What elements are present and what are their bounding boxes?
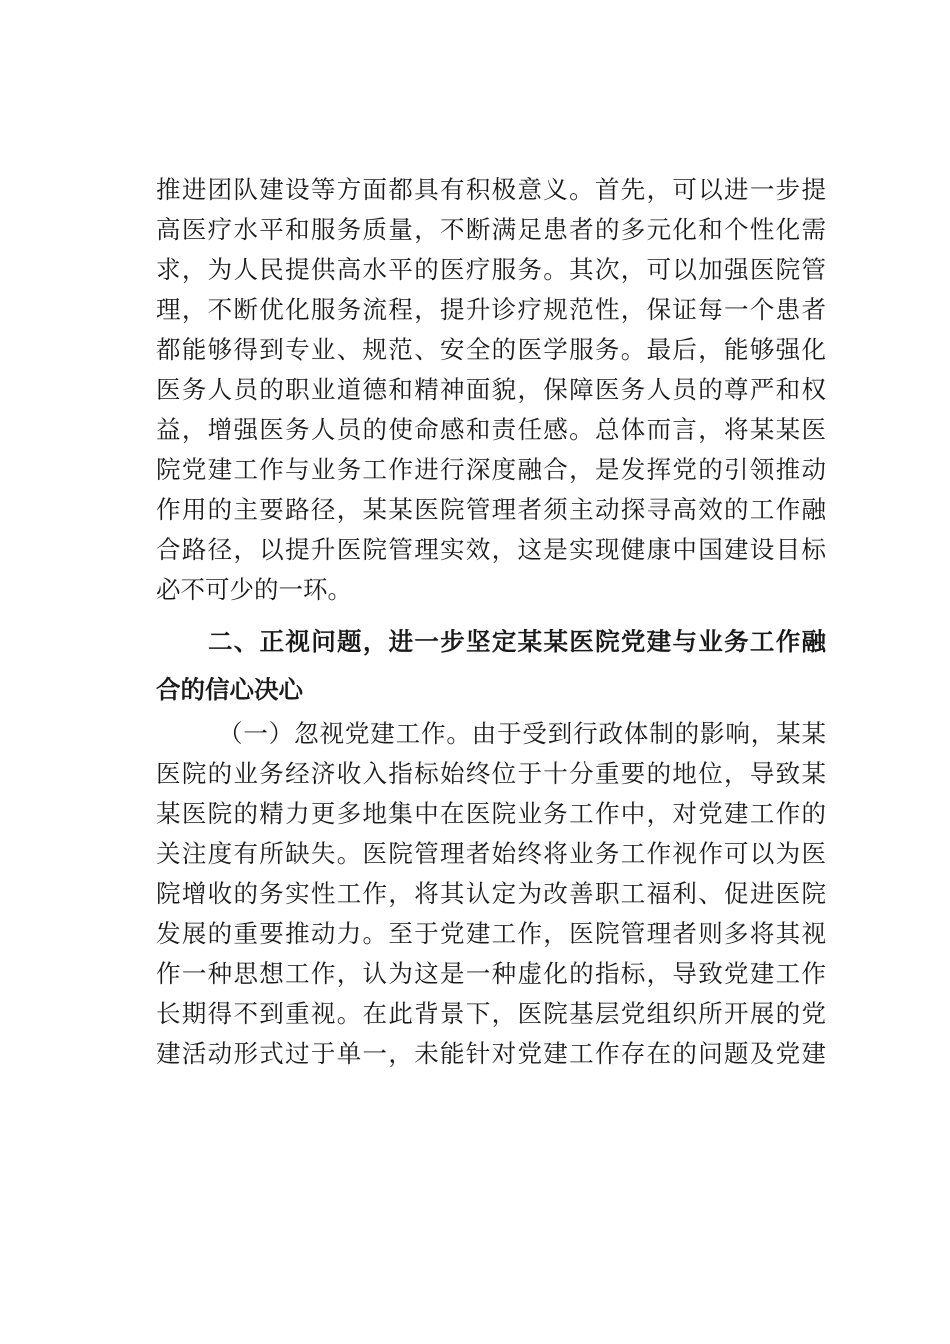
text-line: 合路径，以提升医院管理实效，这是实现健康中国建设目标	[156, 535, 826, 564]
text-line: 都能够得到专业、规范、安全的医学服务。最后，能够强化	[156, 335, 826, 364]
text-line: 推进团队建设等方面都具有积极意义。首先，可以进一步提	[156, 175, 826, 204]
section-heading	[156, 622, 826, 710]
text-line: 医院的业务经济收入指标始终位于十分重要的地位，导致某	[156, 759, 826, 788]
text-line: （一）忽视党建工作。由于受到行政体制的影响，某某	[218, 719, 826, 748]
heading-line: 合的信心决心	[156, 675, 303, 704]
text-line: 必不可少的一环。	[156, 575, 352, 604]
text-line: 关注度有所缺失。医院管理者始终将业务工作视作可以为医	[156, 839, 826, 868]
paragraph-intro	[156, 170, 826, 610]
text-line: 医务人员的职业道德和精神面貌，保障医务人员的尊严和权	[156, 375, 826, 404]
text-line: 发展的重要推动力。至于党建工作，医院管理者则多将其视	[156, 919, 826, 948]
text-line: 长期得不到重视。在此背景下，医院基层党组织所开展的党	[156, 999, 826, 1028]
text-line: 求，为人民提供高水平的医疗服务。其次，可以加强医院管	[156, 255, 826, 284]
text-line: 院增收的务实性工作，将其认定为改善职工福利、促进医院	[156, 879, 826, 908]
text-line: 院党建工作与业务工作进行深度融合，是发挥党的引领推动	[156, 455, 826, 484]
document-body	[156, 170, 826, 1074]
text-line: 作用的主要路径，某某医院管理者须主动探寻高效的工作融	[156, 495, 826, 524]
text-line: 建活动形式过于单一，未能针对党建工作存在的问题及党建	[156, 1039, 826, 1068]
text-line: 某医院的精力更多地集中在医院业务工作中，对党建工作的	[156, 799, 826, 828]
text-line: 高医疗水平和服务质量，不断满足患者的多元化和个性化需	[156, 215, 826, 244]
text-line: 作一种思想工作，认为这是一种虚化的指标，导致党建工作	[156, 959, 826, 988]
text-line: 益，增强医务人员的使命感和责任感。总体而言，将某某医	[156, 415, 826, 444]
paragraph-subsection-1	[156, 714, 826, 1074]
text-line: 理，不断优化服务流程，提升诊疗规范性，保证每一个患者	[156, 295, 826, 324]
heading-line: 二、正视问题，进一步坚定某某医院党建与业务工作融	[208, 627, 826, 656]
